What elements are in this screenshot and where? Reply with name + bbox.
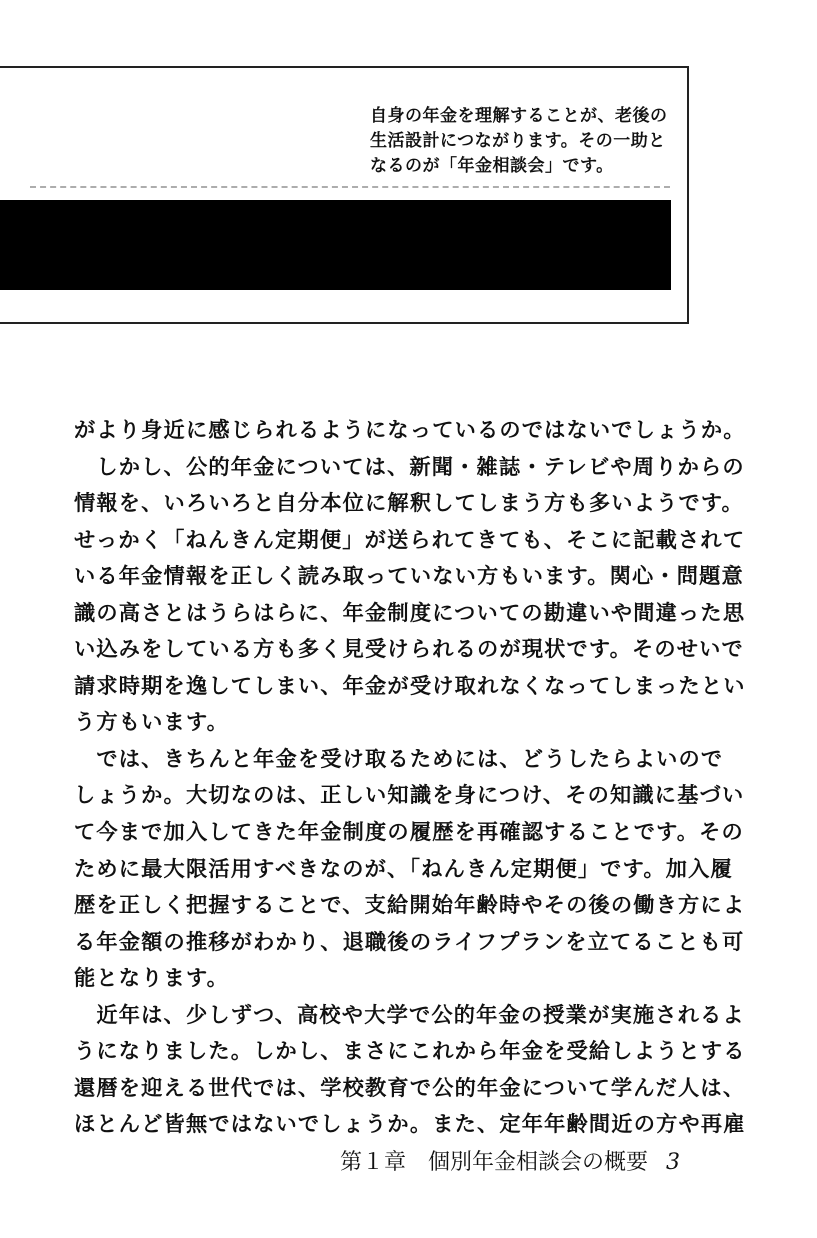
- body-line: せっかく「ねんきん定期便」が送られてきても、そこに記載されて: [74, 526, 746, 552]
- body-line: ために最大限活用すべきなのが、「ねんきん定期便」です。加入履: [74, 855, 733, 881]
- body-line: て今まで加入してきた年金制度の履歴を再確認することです。その: [74, 819, 744, 845]
- redacted-title-band: [0, 200, 671, 290]
- body-line: しょうか。大切なのは、正しい知識を身につけ、その知識に基づい: [74, 782, 745, 808]
- body-line: がより身近に感じられるようになっているのではないでしょうか。: [74, 417, 746, 442]
- body-line: 歴を正しく把握することで、支給開始年齢時やその後の働き方によ: [74, 892, 746, 918]
- chapter-title: 第１章 個別年金相談会の概要: [340, 1150, 649, 1175]
- body-line: 能となります。: [74, 965, 230, 991]
- body-line: 近年は、少しずつ、高校や大学で公的年金の授業が実施されるよ: [74, 1001, 745, 1027]
- decorative-dashed-line: [30, 186, 670, 194]
- body-line: うになりました。しかし、まさにこれから年金を受給しようとする: [74, 1038, 746, 1064]
- body-line: いる年金情報を正しく読み取っていない方もいます。関心・問題意: [74, 563, 744, 589]
- body-line: 情報を、いろいろと自分本位に解釈してしまう方も多いようです。: [74, 490, 744, 516]
- body-line: 請求時期を逸してしまい、年金が受け取れなくなってしまったとい: [74, 672, 746, 698]
- body-line: い込みをしている方も多く見受けられるのが現状です。そのせいで: [74, 636, 744, 662]
- body-line: 還暦を迎える世代では、学校教育で公的年金について学んだ人は、: [74, 1074, 746, 1100]
- body-line: る年金額の推移がわかり、退職後のライフプランを立てることも可: [74, 928, 745, 954]
- body-line: う方もいます。: [74, 709, 230, 735]
- body-text: [74, 412, 746, 1143]
- body-line: ほとんど皆無ではないでしょうか。また、定年年齢間近の方や再雇: [74, 1111, 746, 1137]
- body-line: では、きちんと年金を受け取るためには、どうしたらよいので: [74, 745, 724, 771]
- intro-summary-text: 自身の年金を理解することが、老後の 生活設計につながります。その一助と なるのが「年金相談会」です。: [370, 106, 668, 176]
- body-line: 識の高さとはうらはらに、年金制度についての勘違いや間違った思: [74, 599, 746, 625]
- page-number: 3: [666, 1150, 681, 1175]
- page-footer: [340, 1145, 700, 1176]
- body-line: しかし、公的年金については、新聞・雑誌・テレビや周りからの: [74, 453, 745, 479]
